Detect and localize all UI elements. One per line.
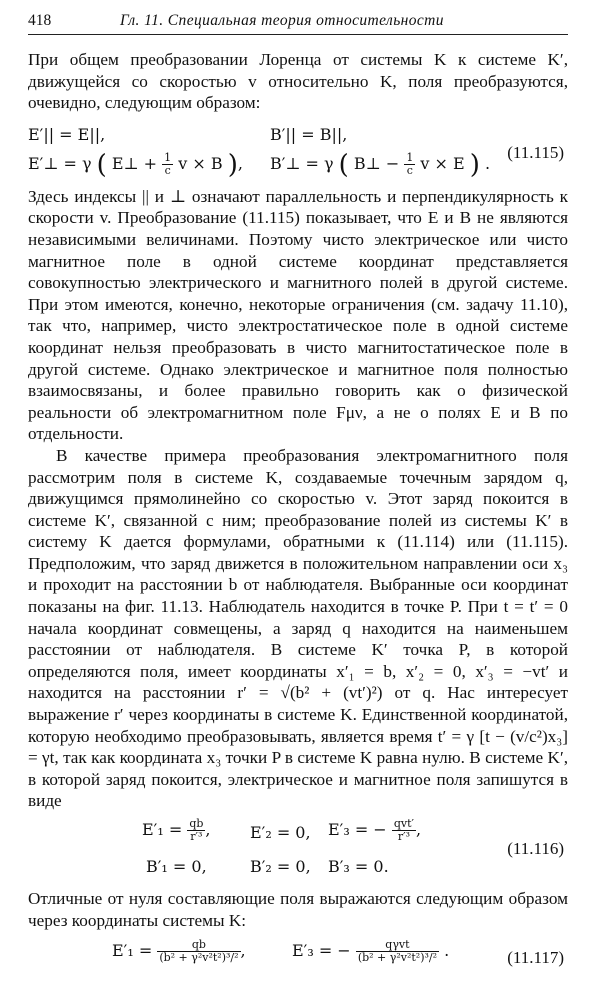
- running-title: Гл. 11. Специальная теория относительности: [120, 12, 444, 29]
- running-header: [28, 10, 568, 35]
- paragraph-moving-charge-example: В качестве примера преобразования электромагнитного поля рассмотрим поля в системе K, создаваемые точечным зарядом q, движущимся прямолинейно со скоростью v. Этот заряд покоится в системе K′, связанной с ним; преобразование полей из системы K′ в систему K дается формулами, обратными к (11.114) или (11.115). Предположим, что заряд движется в положительном направлении оси x₃ и проходит на расстоянии b от наблюдателя. Выбранные оси координат показаны на фиг. 11.13. Наблюдатель находится в точке P. При t = t′ = 0 начала координат совмещены, а заряд q находится на наименьшем расстоянии от наблюдателя. В системе K′ точка P, в которой определяются поля, имеет координаты x′₁ = b, x′₂ = 0, x′₃ = −vt′ и находится на расстоянии r′ = √(b² + (vt′)²) от q. Нас интересует выражение r′ через координаты в системе K. Единственной координатой, которую необходимо преобразовывать, является время t′ = γ [t − (v/c²)x₃] = γt, так как координата x₃ точки P в системе K равна нулю. В системе K′, в которой заряд покоится, электрическое и магнитное поля запишутся в виде: [28, 445, 568, 811]
- paragraph-lorentz-intro: При общем преобразовании Лоренца от системы K к системе K′, движущейся со скоростью v относительно K, поля преобразуются, очевидно, следующим образом:: [28, 50, 568, 113]
- fraction-qvt-over-r3: qvt′ r′³: [393, 817, 414, 843]
- eq-e3-in-k: E′₃ = − qγvt (b² + γ²v²t²)³/² .: [292, 938, 450, 965]
- equation-11-116: [28, 818, 568, 880]
- left-paren: (: [338, 149, 349, 180]
- paragraph-field-interdependence: Здесь индексы || и ⊥ означают параллельность и перпендикулярность к скорости v. Преобразование (11.115) показывает, что E и B не являются независимыми величинами. Поэтому чисто электрическое или чисто магнитное поле в одной системе координат представляется совокупностью электрического и магнитного полей в другой системе. При этом имеются, конечно, некоторые ограничения (см. задачу 11.10), так что, например, чисто электростатическое поле в одной системе координат нельзя преобразовать в чисто магнитостатическое поле в другой системе. Однако электрическое и магнитное поля полностью взаимосвязаны, и более правильно говорить как о физической реальности об электромагнитном поле Fμν, а не о полях E и B по отдельности.: [28, 186, 568, 444]
- eq-b-perp-tail: v × E: [420, 153, 465, 173]
- equation-11-115: [28, 122, 568, 182]
- fraction-qb-over-r3: $\frac{qb}{\text{r′³}}$: [189, 817, 204, 843]
- eq-e-perp-tail: v × B: [178, 153, 223, 173]
- equation-number: (11.115): [507, 142, 564, 162]
- eq-e-perp-lhs: E′⊥ = γ: [28, 153, 92, 173]
- equation-number: (11.116): [507, 839, 564, 858]
- eq-e-parallel: E′|| = E||,: [28, 124, 106, 144]
- fraction-e1-in-k: $\frac{qb}{\text{(b² + γ²v²t²)³/²}}$: [159, 938, 239, 965]
- eq-b-perp-lhs: B′⊥ = γ: [270, 153, 334, 173]
- page-number: 418: [28, 12, 52, 29]
- equation-number: (11.117): [507, 948, 564, 968]
- eq-b-parallel: B′|| = B||,: [270, 124, 348, 144]
- eq-b2-prime: B′₂ = 0,: [250, 857, 311, 876]
- right-paren: ): [227, 149, 238, 180]
- fraction-one-over-c: $\frac{1}{c}$: [406, 150, 414, 177]
- eq-e3-prime: E′₃ = − qvt′ r′³ ,: [328, 817, 422, 843]
- eq-e-perp-inner: E⊥ +: [111, 153, 158, 173]
- eq-b1-prime: B′₁ = 0,: [146, 857, 207, 876]
- eq-e1-prime: E′₁ = $\frac{qb}{\text{r′³}}$ ,: [142, 817, 211, 843]
- eq-b-perpendicular: B′⊥ = γ ( B⊥ − $\frac{1}{c}$ v × E ) .: [270, 149, 491, 180]
- right-paren: ): [469, 149, 480, 180]
- eq-b-perp-inner: B⊥ −: [353, 153, 400, 173]
- eq-e2-prime: E′₂ = 0,: [250, 823, 311, 842]
- left-paren: (: [96, 149, 107, 180]
- eq-b3-prime: B′₃ = 0.: [328, 857, 389, 876]
- equation-11-117: [28, 937, 568, 981]
- fraction-one-over-c: $\frac{1}{c}$: [164, 150, 172, 177]
- paragraph-nonzero-components: Отличные от нуля составляющие поля выражаются следующим образом через координаты системы K:: [28, 889, 568, 930]
- eq-e-perpendicular: E′⊥ = γ ( E⊥ + $\frac{1}{c}$ v × B ),: [28, 149, 243, 180]
- fraction-e3-in-k: qγvt (b² + γ²v²t²)³/²: [357, 938, 438, 965]
- eq-e1-in-k: E′₁ = $\frac{qb}{\text{(b² + γ²v²t²)³/²}}$ ,: [112, 938, 246, 965]
